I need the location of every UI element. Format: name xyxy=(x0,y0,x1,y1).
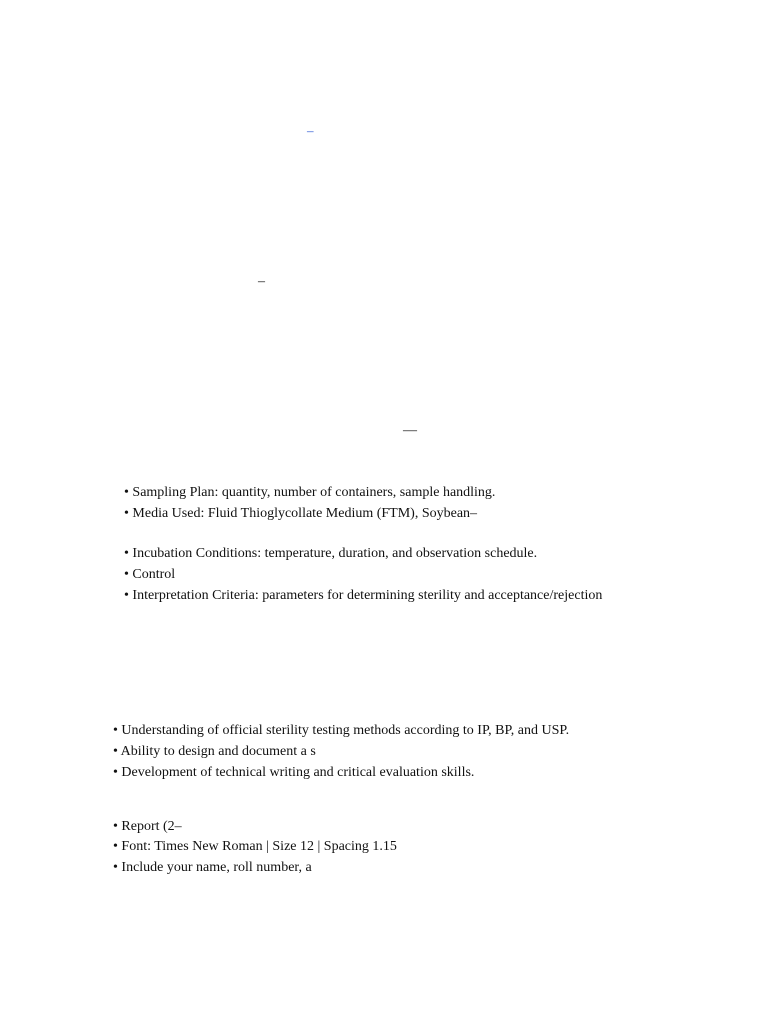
list-item: • Interpretation Criteria: parameters for determining sterility and acceptance/rejection xyxy=(124,588,603,603)
dash-fragment: – xyxy=(258,274,265,289)
list-item: • Report (2– xyxy=(113,819,182,834)
list-item: • Understanding of official sterility testing methods according to IP, BP, and USP. xyxy=(113,723,570,738)
list-item: • Sampling Plan: quantity, number of containers, sample handling. xyxy=(124,485,496,500)
list-item: • Control xyxy=(124,567,176,582)
list-item: • Include your name, roll number, a xyxy=(113,860,312,875)
list-item: • Ability to design and document a s xyxy=(113,744,316,759)
link-fragment[interactable]: – xyxy=(307,123,314,138)
em-dash-fragment: — xyxy=(403,423,417,438)
list-item: • Development of technical writing and critical evaluation skills. xyxy=(113,765,475,780)
list-item: • Font: Times New Roman | Size 12 | Spacing 1.15 xyxy=(113,839,397,854)
list-item: • Media Used: Fluid Thioglycollate Medium (FTM), Soybean– xyxy=(124,506,478,521)
list-item: • Incubation Conditions: temperature, duration, and observation schedule. xyxy=(124,546,538,561)
